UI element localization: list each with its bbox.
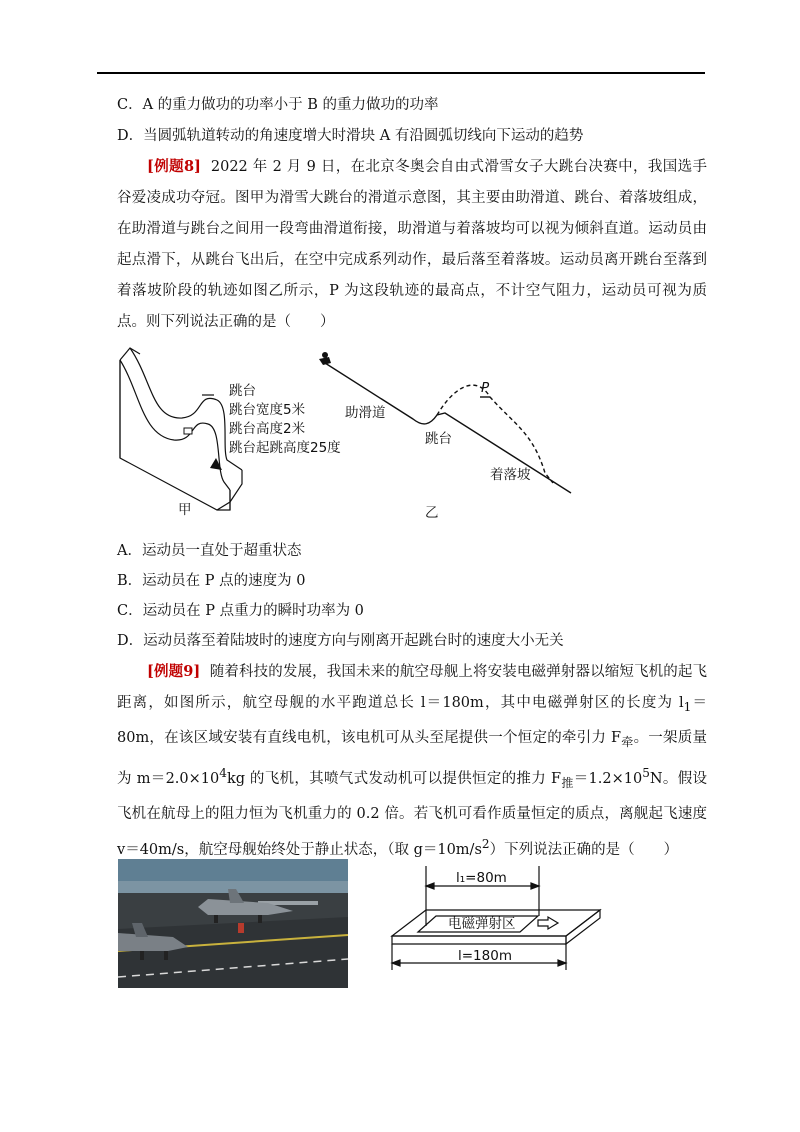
jia-label-width: 跳台宽度5米: [229, 402, 306, 418]
yi-label-zhuoluopo: 着落坡: [490, 467, 531, 483]
option-c-prev: C．A 的重力做功的功率小于 B 的重力做功的功率: [117, 97, 439, 113]
jia-label-angle: 跳台起跳高度25度: [229, 440, 341, 456]
example8-option-a: A．运动员一直处于超重状态: [117, 543, 302, 559]
yi-caption: 乙: [425, 505, 439, 520]
yi-label-tiaotai: 跳台: [425, 431, 452, 447]
jia-label-height: 跳台高度2米: [229, 421, 306, 437]
slope-line: [325, 363, 571, 493]
example8-option-b: B．运动员在 P 点的速度为 0: [117, 573, 306, 589]
example8-option-c: C．运动员在 P 点重力的瞬时功率为 0: [117, 603, 364, 619]
example9-paragraph: [117, 656, 707, 866]
header-rule: [97, 72, 705, 74]
jia-label-tiaotai: 跳台: [229, 383, 256, 399]
example8-option-d: D．运动员落至着陆坡时的速度方向与刚离开起跳台时的速度大小无关: [117, 633, 564, 649]
label-l: l=180m: [458, 948, 512, 964]
jia-caption: 甲: [178, 502, 192, 518]
carrier-photo: [118, 859, 348, 988]
yi-label-zhuhuadao: 助滑道: [345, 405, 386, 421]
figure-yi: [305, 345, 595, 520]
label-zone: 电磁弹射区: [448, 916, 516, 932]
yi-label-p: P: [481, 380, 490, 396]
example8-paragraph: [117, 151, 707, 338]
example8-label: [例题8]: [147, 158, 201, 175]
example8-text: 2022 年 2 月 9 日，在北京冬奥会自由式滑雪女子大跳台决赛中，我国选手谷爱凌成功夺冠。图甲为滑雪大跳台的滑道示意图，其主要由助滑道、跳台、着落坡组成，在助滑道与跳台之间用一段弯曲滑道衔接，助滑道与着落坡均可以视为倾斜直道。运动员由起点滑下，从跳台飞出后，在空中完成系列动作，最后落至着落坡。运动员离开跳台至落到着落坡阶段的轨迹如图乙所示，P 为这段轨迹的最高点，不计空气阻力，运动员可视为质点。则下列说法正确的是（ ）: [117, 159, 707, 330]
example9-label: [例题9]: [147, 663, 201, 680]
example9-text: 随着科技的发展，我国未来的航空母舰上将安装电磁弹射器以缩短飞机的起飞距离，如图所示，航空母舰的水平跑道总长 l＝180m，其中电磁弹射区的长度为 $l_1=80m$，在该区域安装有直线电机，该电机可从头至尾提供一个恒定的牵引力 $F_牵$。一架质量为 $m=2.0\times 10^4kg$ 的飞机，其喷气式发动机可以提供恒定的推力 $F_推=1.2\times 10^5N$。假设飞机在航母上的阻力恒为飞机重力的 0.2 倍。若飞机可看作质量恒定的质点，离舰起飞速度 v＝40m/s，航空母舰始终处于静止状态，（取 $g=10m/s^2$）下列说法正确的是（ ）: [117, 664, 708, 859]
catapult-diagram: [388, 860, 613, 978]
option-d-prev: D．当圆弧轨道转动的角速度增大时滑块 A 有沿圆弧切线向下运动的趋势: [117, 128, 584, 144]
label-l1: l₁=80m: [456, 870, 507, 886]
